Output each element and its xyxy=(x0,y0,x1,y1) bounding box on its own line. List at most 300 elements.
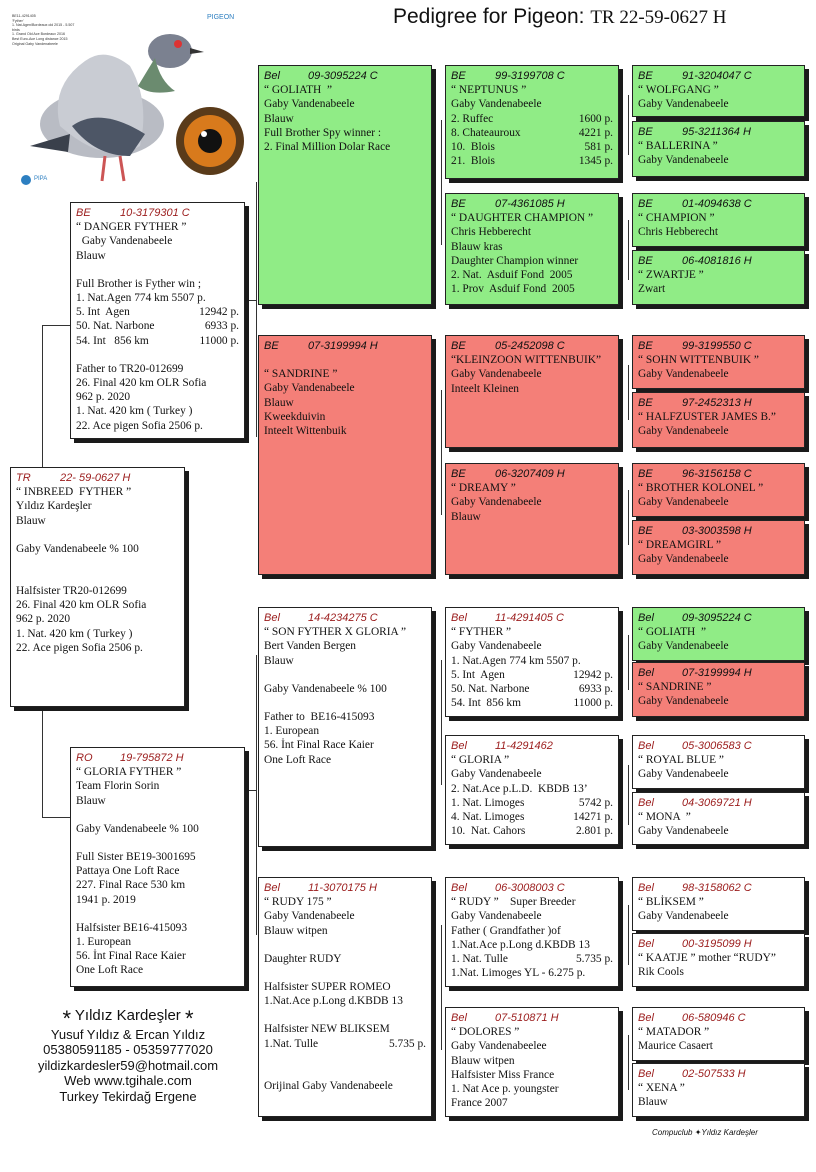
pigeon-card-mmmm[interactable] xyxy=(632,1063,805,1117)
owner-people: Yusuf Yıldız & Ercan Yıldız xyxy=(50,1026,206,1042)
result-row xyxy=(451,796,613,810)
pigeon-card-ffmm[interactable] xyxy=(632,250,805,305)
ring-number: 95-3211364 H xyxy=(682,126,751,138)
ring-number: 02-507533 H xyxy=(682,1068,746,1080)
owner-name: Yıldız Kardeşler xyxy=(74,1007,181,1024)
card-line: Blauw xyxy=(76,249,106,262)
ring-header xyxy=(638,396,799,410)
ring-header xyxy=(451,881,613,895)
page-title xyxy=(393,5,726,29)
card-line: Chris Hebberecht xyxy=(638,226,719,239)
ring-header xyxy=(451,69,613,83)
card-line: 26. Final 420 km OLR Sofia xyxy=(76,377,207,390)
card-line: Blauw xyxy=(638,1096,668,1109)
card-line: Gaby Vandenabeele xyxy=(264,382,355,395)
card-line: “ XENA ” xyxy=(638,1082,685,1095)
ring-header xyxy=(638,796,799,810)
card-line: 1.Nat.Ace p.Long d.KBDB 13 xyxy=(264,995,403,1008)
card-line: Blauw xyxy=(76,794,106,807)
card-line: Pattaya One Loft Race xyxy=(76,865,180,878)
card-line: “ BROTHER KOLONEL ” xyxy=(638,482,764,495)
ring-header xyxy=(638,339,799,353)
card-line xyxy=(76,836,239,850)
card-line: Halfsister NEW BLIKSEM xyxy=(264,1023,390,1036)
ring-header xyxy=(638,1067,799,1081)
pigeon-card-mffm[interactable] xyxy=(632,662,805,717)
card-line: “ SANDRINE ” xyxy=(264,368,338,381)
ring-number: 00-3195099 H xyxy=(682,938,752,950)
result-row xyxy=(264,1037,426,1051)
result-row xyxy=(451,966,613,980)
country-code: BE xyxy=(638,468,653,480)
race: 1. Nat.Agen 774 km 5507 p. xyxy=(76,292,206,305)
pigeon-card-fffm[interactable] xyxy=(632,121,805,177)
country-code: BE xyxy=(638,340,653,352)
card-line: “ BALLERINA ” xyxy=(638,140,718,153)
pigeon-card-fmmm[interactable] xyxy=(632,520,805,575)
card-line: Inteelt Kleinen xyxy=(451,382,519,395)
card-line: “ GOLIATH ” xyxy=(264,84,333,97)
card-line: Gaby Vandenabeele xyxy=(264,98,355,111)
card-line: Blauw xyxy=(264,654,294,667)
card-line: Daughter RUDY xyxy=(264,952,342,965)
ring-number: 07-3199994 H xyxy=(308,340,378,352)
pigeon-card-mmm[interactable] xyxy=(445,1007,619,1117)
pigeon-card-mmmf[interactable] xyxy=(632,1007,805,1061)
ring-number: 19-795872 H xyxy=(120,752,184,764)
result-row xyxy=(451,154,613,168)
ring-number: 98-3158062 C xyxy=(682,882,752,894)
ring-number: 07-3199994 H xyxy=(682,667,752,679)
ring-header xyxy=(638,1011,799,1025)
race: 1. Nat. Tulle xyxy=(451,953,508,966)
ring-header xyxy=(264,69,426,83)
pigeon-card-fmmf[interactable] xyxy=(632,463,805,517)
card-line: 26. Final 420 km OLR Sofia xyxy=(16,599,147,612)
ring-number: 11-4291462 xyxy=(495,740,553,752)
card-line: Halfsister BE16-415093 xyxy=(76,921,188,934)
pigeon-card-f[interactable] xyxy=(70,202,245,439)
pigeon-card-mm[interactable] xyxy=(258,877,432,1117)
country-code: Bel xyxy=(264,70,280,82)
caption-line: BE11-4291405 xyxy=(12,14,36,18)
result-row xyxy=(451,682,613,696)
caption-line: 'Fyther' xyxy=(12,18,24,23)
card-line: Gaby Vandenabeele xyxy=(638,368,729,381)
card-line: “ CHAMPION ” xyxy=(638,212,715,225)
ring-header xyxy=(451,739,613,753)
card-line: Yıldız Kardeşler xyxy=(16,500,92,513)
pigeon-card-mfmf[interactable] xyxy=(632,735,805,789)
ring-number: 10-3179301 C xyxy=(120,207,190,219)
result-row xyxy=(451,696,613,710)
card-line: 2. Nat.Ace p.L.D. KBDB 13’ xyxy=(451,782,588,795)
card-line: Gaby Vandenabeele xyxy=(451,910,542,923)
ring-header xyxy=(638,881,799,895)
country-code: Bel xyxy=(451,612,467,624)
card-line: One Loft Race xyxy=(76,964,144,977)
card-line: 1. European xyxy=(264,725,320,738)
country-code: BE xyxy=(76,207,91,219)
birds: 12942 p. xyxy=(573,668,613,681)
birds: 1600 p. xyxy=(578,112,613,125)
race: 2. Ruffec xyxy=(451,112,494,125)
result-row xyxy=(76,291,239,305)
card-line: Gaby Vandenabeele xyxy=(638,640,729,653)
country-code: Bel xyxy=(638,882,654,894)
card-line: “ SOHN WITTENBUIK ” xyxy=(638,354,759,367)
ring-header xyxy=(638,524,799,538)
pigeon-card-mmff[interactable] xyxy=(632,877,805,931)
birds: 4221 p. xyxy=(578,126,613,139)
caption-line: Original Gaby Vandenabeele xyxy=(12,41,58,46)
owner-name-row xyxy=(18,1006,238,1031)
pigeon-card-mf[interactable] xyxy=(258,607,432,847)
card-line: 962 p. 2020 xyxy=(76,391,131,404)
race: 5. Int Agen xyxy=(451,668,505,681)
card-line: “ ROYAL BLUE ” xyxy=(638,754,724,767)
card-line: 56. İnt Final Race Kaier xyxy=(76,950,186,963)
ring-number: 07-4361085 H xyxy=(495,198,565,210)
card-line: Zwart xyxy=(638,283,666,296)
ring-header xyxy=(451,1011,613,1025)
star-icon: * xyxy=(62,1006,72,1031)
country-code: BE xyxy=(638,255,653,267)
card-line: Gaby Vandenabeele xyxy=(638,425,729,438)
pigeon-photo xyxy=(10,6,250,191)
race: 8. Chateauroux xyxy=(451,126,521,139)
pigeon-card-mmfm[interactable] xyxy=(632,933,805,987)
ring-number: 07-510871 H xyxy=(495,1012,559,1024)
caption-line: Best Euro-Ace Long distance 2015 xyxy=(12,36,68,41)
ring-number: 06-580946 C xyxy=(682,1012,746,1024)
result-row xyxy=(451,112,613,126)
race: 10. Blois xyxy=(451,141,495,154)
card-line: 227. Final Race 530 km xyxy=(76,879,186,892)
pigeon-card-ff[interactable] xyxy=(258,65,432,305)
country-code: Bel xyxy=(451,882,467,894)
ring-header xyxy=(638,611,799,625)
caption-line: 1. Grand Old Ace Bordeaux 2016 xyxy=(12,32,65,37)
card-line: Gaby Vandenabeele xyxy=(451,98,542,111)
card-line: Halfsister Miss France xyxy=(451,1068,555,1081)
card-line: Gaby Vandenabeele xyxy=(638,825,729,838)
pigeon-card-main[interactable] xyxy=(10,467,185,707)
ring-number: 06-3207409 H xyxy=(495,468,565,480)
country-code: Bel xyxy=(638,667,654,679)
card-line: Gaby Vandenabeele xyxy=(451,768,542,781)
ring-header xyxy=(16,471,179,485)
card-line: Blauw xyxy=(264,396,294,409)
card-line: Father ( Grandfather )of xyxy=(451,924,561,937)
card-line: “ ZWARTJE ” xyxy=(638,269,704,282)
country-code: BE xyxy=(451,70,466,82)
card-line: Gaby Vandenabeele xyxy=(638,695,729,708)
card-line xyxy=(264,668,426,682)
card-line: Gaby Vandenabeelee xyxy=(451,1040,547,1053)
card-line: “ RUDY ” Super Breeder xyxy=(451,896,576,909)
card-line: One Loft Race xyxy=(264,753,332,766)
card-line: 2. Final Million Dolar Race xyxy=(264,141,391,154)
country-code: BE xyxy=(451,198,466,210)
birds: 6933 p. xyxy=(204,320,239,333)
race: 10. Nat. Cahors xyxy=(451,825,526,838)
country-code: Bel xyxy=(638,1068,654,1080)
card-line: Full Brother is Fyther win ; xyxy=(76,277,201,290)
card-line: Gaby Vandenabeele xyxy=(638,496,729,509)
card-line: “ DANGER FYTHER ” xyxy=(76,221,187,234)
pigeon-card-mfmm[interactable] xyxy=(632,792,805,845)
ring-number: 03-3003598 H xyxy=(682,525,752,537)
caption-line: 1. Nat.Agen/Bordeaux old 2015 - 5.507 birds xyxy=(12,23,75,32)
country-code: BE xyxy=(638,525,653,537)
photo-caption xyxy=(12,14,82,46)
birds: 12942 p. xyxy=(199,306,239,319)
country-code: BE xyxy=(638,70,653,82)
title-ring: TR 22-59-0627 H xyxy=(590,7,727,28)
card-line: “ DREAMY ” xyxy=(451,482,516,495)
card-line: Rik Cools xyxy=(638,966,684,979)
card-line: Gaby Vandenabeele xyxy=(638,154,729,167)
card-line: Full Brother Spy winner : xyxy=(264,126,382,139)
country-code: BE xyxy=(638,198,653,210)
birds: 6933 p. xyxy=(578,683,613,696)
country-code: Bel xyxy=(264,612,280,624)
card-line: 1. Nat. 420 km ( Turkey ) xyxy=(16,627,133,640)
result-row xyxy=(451,952,613,966)
card-line: Gaby Vandenabeele xyxy=(638,98,729,111)
pigeon-card-fmf[interactable] xyxy=(445,335,619,448)
ring-header xyxy=(451,611,613,625)
ring-number: 11-4291405 C xyxy=(495,612,564,624)
owner-phones: 05380591185 - 05359777020 xyxy=(43,1042,213,1057)
card-line xyxy=(264,938,426,952)
ring-header xyxy=(264,881,426,895)
card-line xyxy=(264,966,426,980)
country-code: BE xyxy=(638,126,653,138)
result-row xyxy=(451,810,613,824)
pigeon-card-mfff[interactable] xyxy=(632,607,805,661)
card-line: 1. Nat. 420 km ( Turkey ) xyxy=(76,405,193,418)
country-code: Bel xyxy=(451,740,467,752)
card-line: Gaby Vandenabeele xyxy=(451,368,542,381)
card-line: Blauw xyxy=(16,514,46,527)
card-line: “ DAUGHTER CHAMPION ” xyxy=(451,212,594,225)
ring-header xyxy=(264,339,426,353)
card-line: Full Sister BE19-3001695 xyxy=(76,851,196,864)
ring-number: 04-3069721 H xyxy=(682,797,752,809)
result-row xyxy=(451,824,613,838)
country-code: TR xyxy=(16,472,31,484)
card-line xyxy=(76,907,239,921)
ring-header xyxy=(638,937,799,951)
ring-header xyxy=(76,751,239,765)
card-line xyxy=(16,528,179,542)
race: 54. Int 856 km xyxy=(76,334,149,347)
star-icon: * xyxy=(184,1006,194,1031)
card-line: 962 p. 2020 xyxy=(16,613,71,626)
footer-credit: Compuclub ✦Yıldız Kardeşler xyxy=(652,1128,758,1137)
card-line xyxy=(76,263,239,277)
race: 54. Int 856 km xyxy=(451,697,521,710)
card-line xyxy=(264,1051,426,1065)
pigeon-card-fm[interactable] xyxy=(258,335,432,575)
ring-number: 05-2452098 C xyxy=(495,340,565,352)
card-line: 1. European xyxy=(76,936,132,949)
pigeon-card-m[interactable] xyxy=(70,747,245,987)
country-code: Bel xyxy=(638,938,654,950)
card-line: “ KAATJE ” mother “RUDY” xyxy=(638,952,776,965)
race: 21. Blois xyxy=(451,155,495,168)
result-row xyxy=(451,140,613,154)
card-line: 1. Nat Ace p. youngster xyxy=(451,1083,559,1096)
card-line: France 2007 xyxy=(451,1097,508,1110)
result-row xyxy=(451,654,613,668)
card-line: Kweekduivin xyxy=(264,410,326,423)
pigeon-card-fmfm[interactable] xyxy=(632,392,805,448)
card-line: “ DREAMGIRL ” xyxy=(638,539,722,552)
card-line: “ SANDRINE ” xyxy=(638,681,712,694)
card-line: Gaby Vandenabeele xyxy=(638,910,729,923)
card-line: “ MATADOR ” xyxy=(638,1026,710,1039)
card-line: 56. İnt Final Race Kaier xyxy=(264,739,374,752)
card-line: Bert Vanden Bergen xyxy=(264,640,356,653)
card-line: Chris Hebberecht xyxy=(451,226,532,239)
ring-header xyxy=(638,197,799,211)
pigeon-card-ffff[interactable] xyxy=(632,65,805,117)
birds: 11000 p. xyxy=(199,334,239,347)
card-line xyxy=(264,353,426,367)
ring-number: 96-3156158 C xyxy=(682,468,752,480)
race: 4. Nat. Limoges xyxy=(451,811,525,824)
card-line: “ NEPTUNUS ” xyxy=(451,84,527,97)
race: 50. Nat. Narbone xyxy=(76,320,155,333)
card-line: Orijinal Gaby Vandenabeele xyxy=(264,1079,393,1092)
pigeon-card-ffm[interactable] xyxy=(445,193,619,305)
card-line: Gaby Vandenabeele xyxy=(638,768,729,781)
card-line: Blauw xyxy=(264,112,294,125)
ring-number: 05-3006583 C xyxy=(682,740,752,752)
card-line: “ SON FYTHER X GLORIA ” xyxy=(264,626,407,639)
pigeon-card-fmff[interactable] xyxy=(632,335,805,389)
card-line: Gaby Vandenabeele % 100 xyxy=(264,682,387,695)
badge-label: PIPA xyxy=(34,176,48,182)
card-line: Blauw witpen xyxy=(264,924,328,937)
country-code: Bel xyxy=(638,612,654,624)
result-row xyxy=(451,668,613,682)
pigeon-card-fmm[interactable] xyxy=(445,463,619,575)
card-line: “ WOLFGANG ” xyxy=(638,84,719,97)
country-code: BE xyxy=(451,468,466,480)
ring-header xyxy=(76,206,239,220)
owner-info xyxy=(18,1008,238,1104)
card-line: Halfsister SUPER ROMEO xyxy=(264,981,391,994)
card-line: 22. Ace pigen Sofia 2506 p. xyxy=(16,641,143,654)
country-code: BE xyxy=(451,340,466,352)
card-line: Blauw xyxy=(451,510,481,523)
card-line: Gaby Vandenabeele xyxy=(264,910,355,923)
card-line: “ GLORIA ” xyxy=(451,754,510,767)
ring-header xyxy=(638,467,799,481)
ring-number: 97-2452313 H xyxy=(682,397,752,409)
pigeon-card-fff[interactable] xyxy=(445,65,619,179)
card-line: “ HALFZUSTER JAMES B.” xyxy=(638,411,776,424)
country-code: BE xyxy=(264,340,279,352)
card-line: Gaby Vandenabeele % 100 xyxy=(76,822,199,835)
card-line: Daughter Champion winner xyxy=(451,254,579,267)
result-row xyxy=(76,334,239,348)
card-line xyxy=(76,808,239,822)
card-line xyxy=(16,570,179,584)
race: 1. Nat.Agen 774 km 5507 p. xyxy=(451,654,581,667)
card-line xyxy=(264,1065,426,1079)
country-code: BE xyxy=(638,397,653,409)
card-line: Blauw witpen xyxy=(451,1054,515,1067)
country-code: Bel xyxy=(451,1012,467,1024)
country-code: Bel xyxy=(638,1012,654,1024)
owner-email[interactable]: yildizkardesler59@hotmail.com xyxy=(37,1057,219,1073)
pigeon-card-mfm[interactable] xyxy=(445,735,619,845)
birds: 5.735 p. xyxy=(575,953,613,966)
result-row xyxy=(76,305,239,319)
ring-header xyxy=(638,739,799,753)
ring-number: 09-3095224 C xyxy=(308,70,378,82)
owner-location: Turkey Tekirdağ Ergene xyxy=(59,1088,197,1104)
ring-number: 91-3204047 C xyxy=(682,70,752,82)
ring-number: 06-3008003 C xyxy=(495,882,565,894)
race: 5. Int Agen xyxy=(76,306,130,319)
card-line: Blauw kras xyxy=(451,240,503,253)
card-line: Halfsister TR20-012699 xyxy=(16,585,127,598)
ring-header xyxy=(451,339,613,353)
card-line: 1941 p. 2019 xyxy=(76,893,136,906)
country-code: Bel xyxy=(264,882,280,894)
race: 50. Nat. Narbone xyxy=(451,683,530,696)
ring-header xyxy=(451,467,613,481)
race: 1.Nat. Limoges YL - 6.275 p. xyxy=(451,967,586,980)
card-line: Team Florin Sorin xyxy=(76,780,160,793)
ring-header xyxy=(638,69,799,83)
race: 1.Nat. Tulle xyxy=(264,1037,319,1050)
country-code: Bel xyxy=(638,797,654,809)
birds: 2.801 p. xyxy=(575,825,613,838)
card-line: “ BLİKSEM ” xyxy=(638,896,704,909)
card-line: 22. Ace pigen Sofia 2506 p. xyxy=(76,419,203,432)
birds: 11000 p. xyxy=(573,697,613,710)
ring-number: 14-4234275 C xyxy=(308,612,378,624)
result-row xyxy=(76,319,239,333)
card-line: “ MONA ” xyxy=(638,811,691,824)
card-line: Gaby Vandenabeele xyxy=(638,553,729,566)
brand-label: PIGEON xyxy=(207,14,235,21)
ring-header xyxy=(264,611,426,625)
ring-header xyxy=(638,666,799,680)
card-line: Gaby Vandenabeele % 100 xyxy=(16,542,139,555)
card-line: Father to TR20-012699 xyxy=(76,362,184,375)
card-line xyxy=(16,556,179,570)
ring-number: 09-3095224 C xyxy=(682,612,752,624)
pigeon-card-ffmf[interactable] xyxy=(632,193,805,247)
card-line: Maurice Casaert xyxy=(638,1040,713,1053)
pigeon-card-mff[interactable] xyxy=(445,607,619,717)
birds: 581 p. xyxy=(584,141,613,154)
card-line: “ GOLIATH ” xyxy=(638,626,707,639)
owner-web[interactable]: Web www.tgihale.com xyxy=(64,1073,192,1088)
card-line: “ RUDY 175 ” xyxy=(264,896,332,909)
birds: 1345 p. xyxy=(578,155,613,168)
pigeon-card-mmf[interactable] xyxy=(445,877,619,987)
card-line: 2. Nat. Asduif Fond 2005 xyxy=(451,269,573,282)
